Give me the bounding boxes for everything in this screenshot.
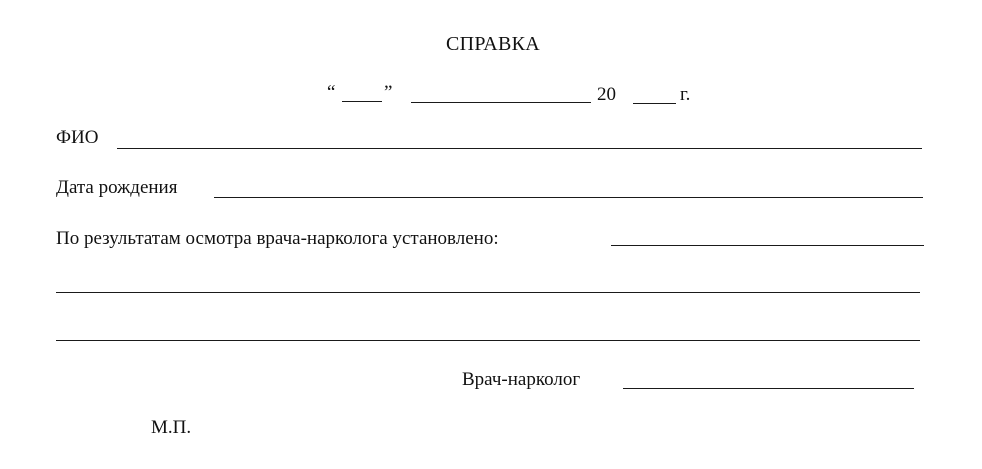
doctor-signature-label: Врач-нарколог — [462, 369, 581, 390]
date-quote-close: ” — [384, 82, 393, 103]
year-prefix: 20 — [597, 84, 616, 105]
stamp-place-label: М.П. — [151, 417, 192, 438]
year-suffix: г. — [680, 84, 691, 105]
exam-result-field-line-2[interactable] — [56, 292, 920, 293]
date-quote-open: “ — [327, 82, 336, 103]
day-blank[interactable] — [342, 101, 382, 102]
doctor-signature-field[interactable] — [623, 388, 914, 389]
exam-result-field-line-1[interactable] — [611, 245, 924, 246]
year-blank[interactable] — [633, 103, 676, 104]
exam-result-field-line-3[interactable] — [56, 340, 920, 341]
fio-field[interactable] — [117, 148, 922, 149]
document-title: СПРАВКА — [446, 33, 541, 55]
exam-result-label: По результатам осмотра врача-нарколога установлено: — [56, 228, 499, 249]
fio-label: ФИО — [56, 127, 99, 148]
birth-date-field[interactable] — [214, 197, 923, 198]
month-blank[interactable] — [411, 102, 591, 103]
birth-date-label: Дата рождения — [56, 177, 178, 198]
